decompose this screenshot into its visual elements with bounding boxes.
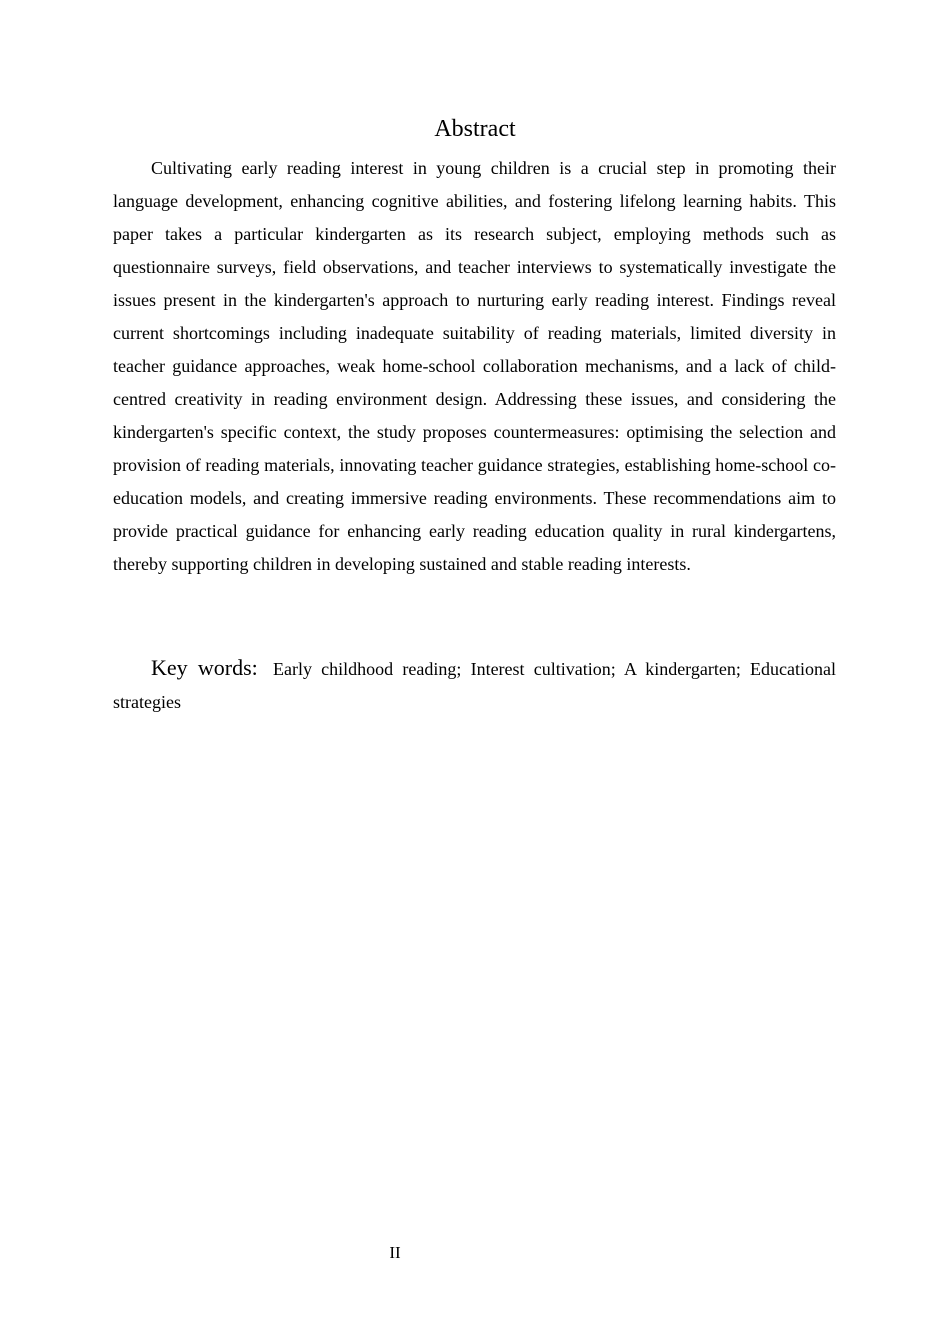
keywords-paragraph — [113, 651, 836, 719]
page-number: II — [389, 1243, 401, 1262]
keywords-label: Key words: — [151, 655, 258, 680]
keywords-text: Early childhood reading; Interest cultivation; A kindergarten; Educational strategies — [113, 659, 837, 712]
abstract-heading: Abstract — [434, 116, 516, 142]
abstract-paragraph: Cultivating early reading interest in young children is a crucial step in promoting their language development, enhancing cognitive abilities, and fostering lifelong learning habits. This paper takes a particular kindergarten as its research subject, employing methods such as questionnaire surveys, field observations, and teacher interviews to systematically investigate the issues present in the kindergarten's approach to nurturing early reading interest. Findings reveal current shortcomings including inadequate suitability of reading materials, limited diversity in teacher guidance approaches, weak home-school collaboration mechanisms, and a lack of child-centred creativity in reading environment design. Addressing these issues, and considering the kindergarten's specific context, the study proposes countermeasures: optimising the selection and provision of reading materials, innovating teacher guidance strategies, establishing home-school co-education models, and creating immersive reading environments. These recommendations aim to provide practical guidance for enhancing early reading education quality in rural kindergartens, thereby supporting children in developing sustained and stable reading interests. — [113, 158, 836, 574]
